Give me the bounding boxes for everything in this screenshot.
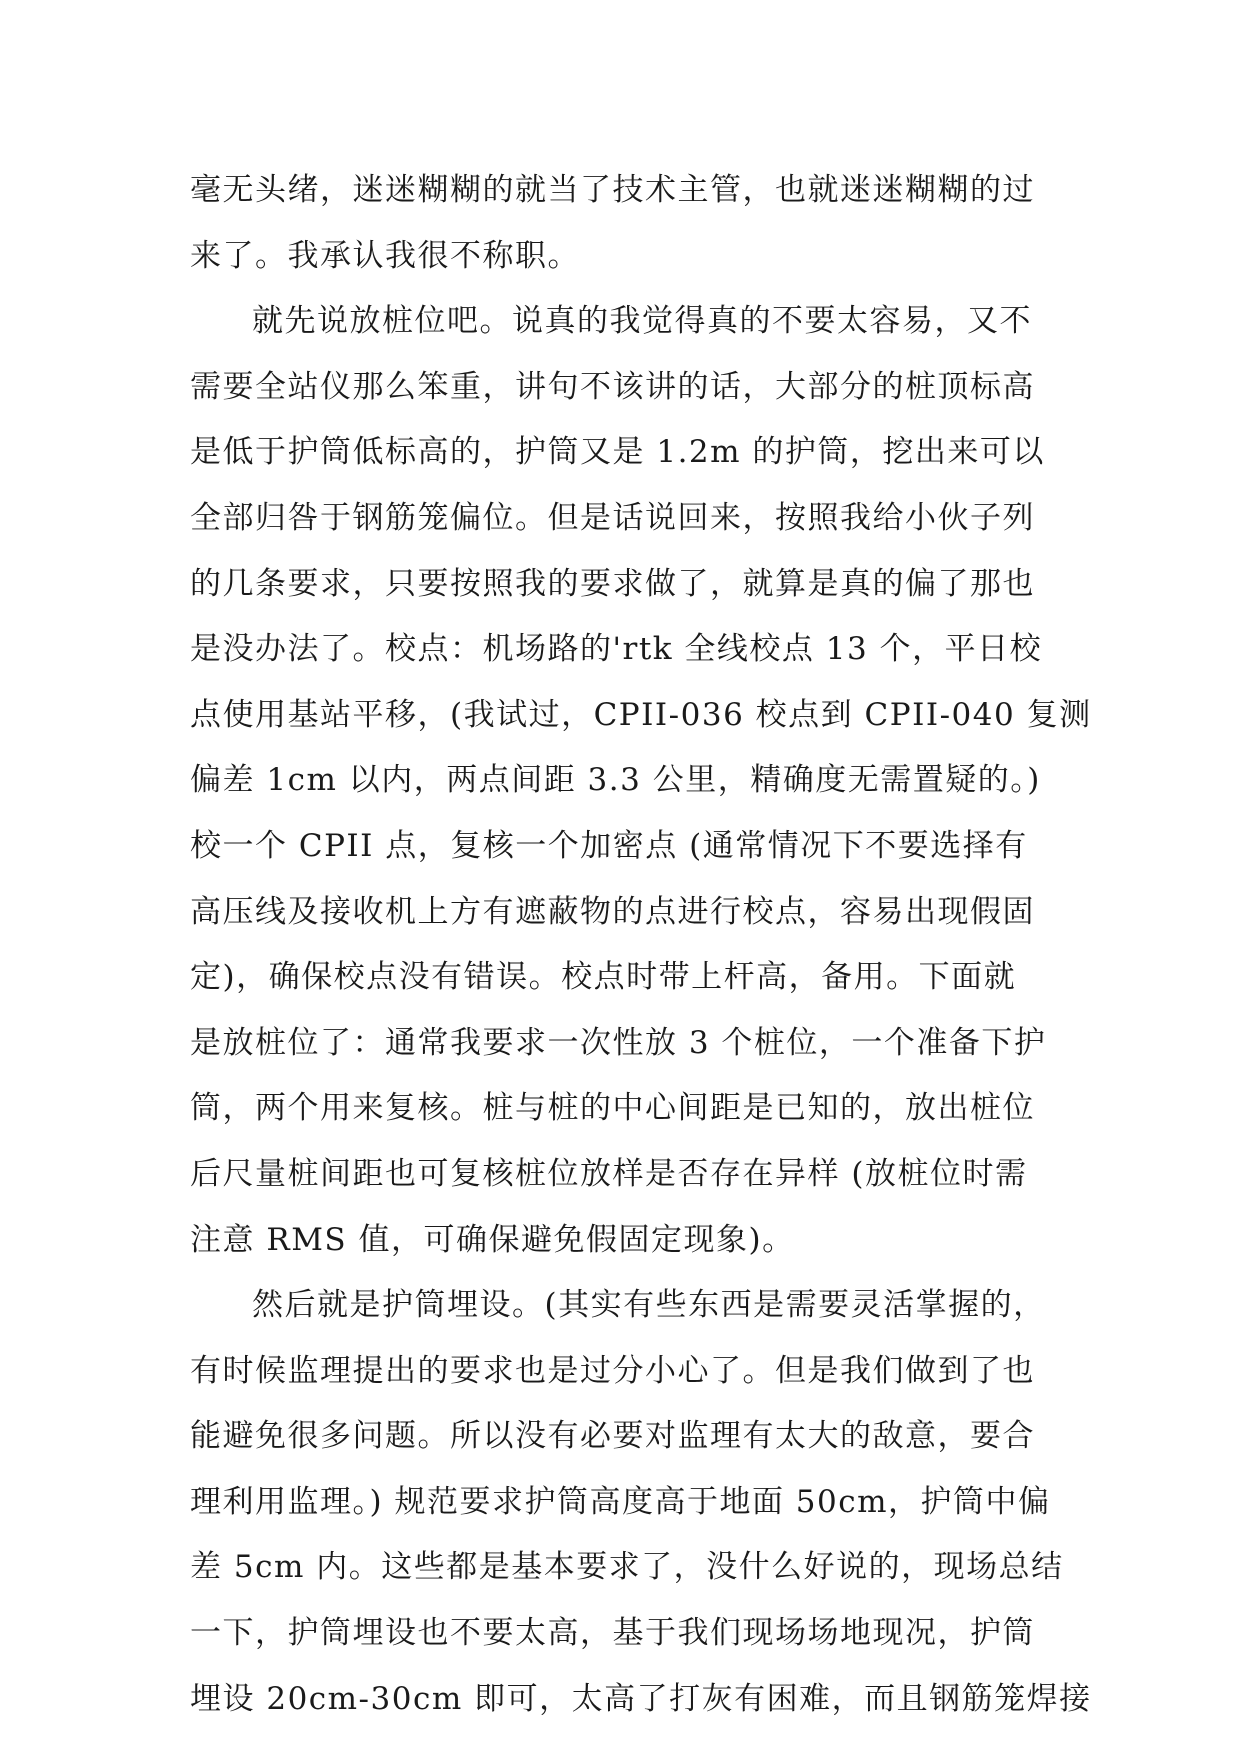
paragraph-start-line: 然后就是护筒埋设。(其实有些东西是需要灵活掌握的， — [252, 1287, 1046, 1324]
text-line: 是放桩位了：通常我要求一次性放 3 个桩位，一个准备下护 — [190, 1024, 1047, 1061]
text-line: 需要全站仪那么笨重，讲句不该讲的话，大部分的桩顶标高 — [190, 368, 1035, 405]
text-line: 一下，护筒埋设也不要太高，基于我们现场场地现况，护筒 — [190, 1615, 1035, 1652]
text-line: 埋设 20cm-30cm 即可，太高了打灰有困难，而且钢筋笼焊接 — [190, 1680, 1092, 1717]
paragraph-start-line: 就先说放桩位吧。说真的我觉得真的不要太容易，又不 — [252, 303, 1032, 340]
text-line: 差 5cm 内。这些都是基本要求了，没什么好说的，现场总结 — [190, 1549, 1064, 1586]
text-line: 点使用基站平移，(我试过，CPII-036 校点到 CPII-040 复测 — [190, 696, 1092, 733]
text-line: 偏差 1cm 以内，两点间距 3.3 公里，精确度无需置疑的。) — [190, 762, 1041, 799]
text-line: 全部归咎于钢筋笼偏位。但是话说回来，按照我给小伙子列 — [190, 499, 1035, 536]
body-text — [190, 158, 1092, 1732]
text-line: 注意 RMS 值，可确保避免假固定现象)。 — [190, 1221, 795, 1258]
text-line: 是低于护筒低标高的，护筒又是 1.2m 的护筒，挖出来可以 — [190, 434, 1045, 471]
text-line: 来了。我承认我很不称职。 — [190, 237, 580, 274]
text-line: 理利用监理。) 规范要求护筒高度高于地面 50cm，护筒中偏 — [190, 1483, 1051, 1520]
text-line: 定)，确保校点没有错误。校点时带上杆高，备用。下面就 — [190, 959, 1017, 996]
text-line: 是没办法了。校点：机场路的'rtk 全线校点 13 个，平日校 — [190, 631, 1043, 668]
text-line: 筒，两个用来复核。桩与桩的中心间距是已知的，放出桩位 — [190, 1090, 1035, 1127]
text-line: 有时候监理提出的要求也是过分小心了。但是我们做到了也 — [190, 1352, 1035, 1389]
text-line: 校一个 CPII 点，复核一个加密点 (通常情况下不要选择有 — [190, 827, 1028, 864]
text-line: 后尺量桩间距也可复核桩位放样是否存在异样 (放桩位时需 — [190, 1155, 1028, 1192]
text-line: 能避免很多问题。所以没有必要对监理有太大的敌意，要合 — [190, 1418, 1035, 1455]
text-line: 高压线及接收机上方有遮蔽物的点进行校点，容易出现假固 — [190, 893, 1035, 930]
text-line: 毫无头绪，迷迷糊糊的就当了技术主管，也就迷迷糊糊的过 — [190, 172, 1035, 208]
text-line: 的几条要求，只要按照我的要求做了，就算是真的偏了那也 — [190, 565, 1035, 602]
